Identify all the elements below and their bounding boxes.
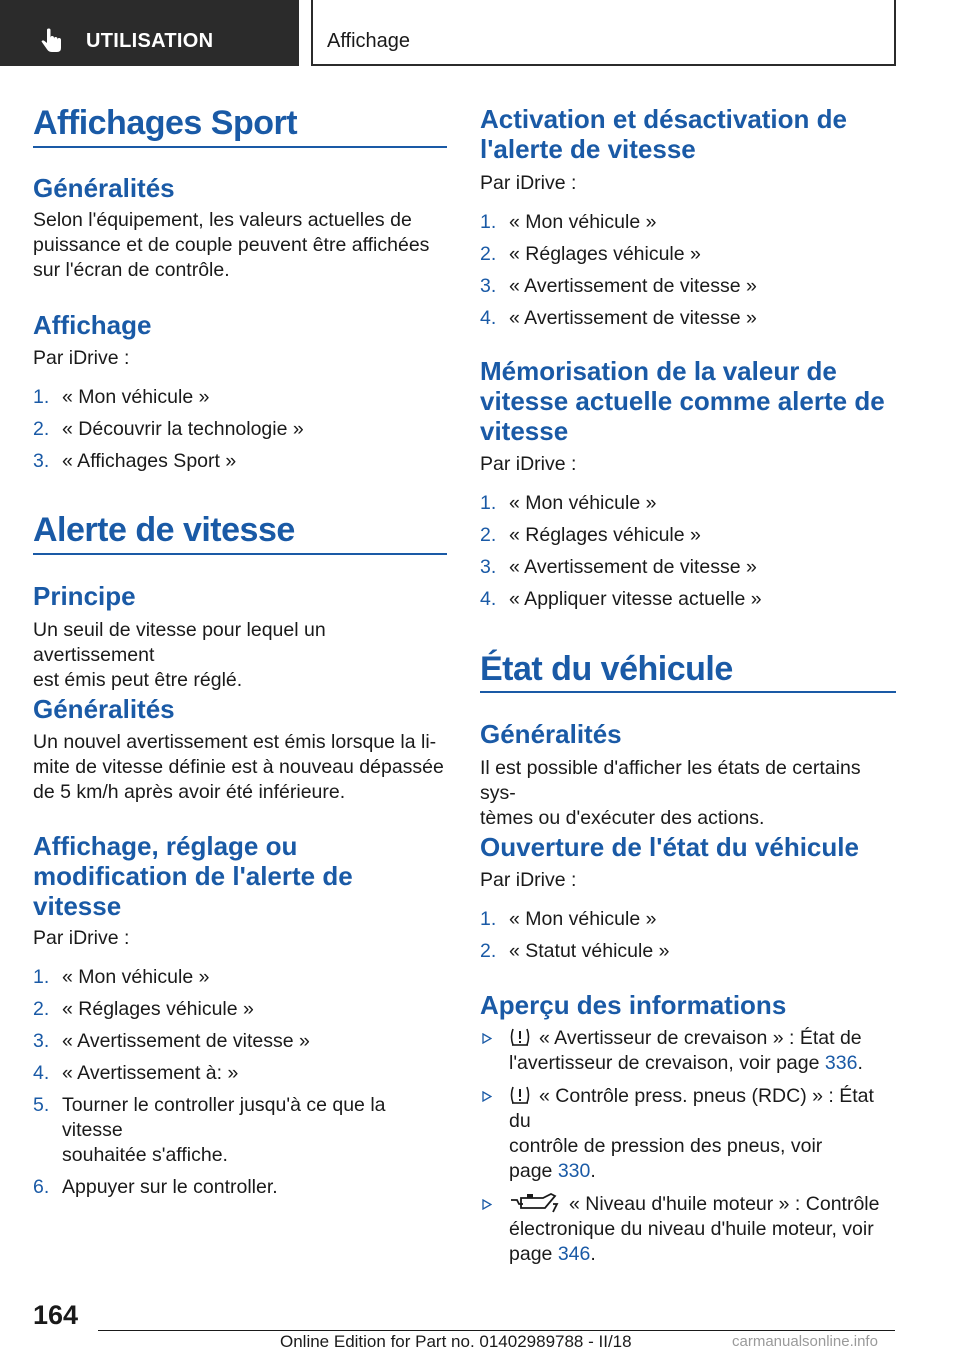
heading-line: Affichage, réglage ou: [33, 831, 298, 861]
watermark: carmanualsonline.info: [732, 1333, 878, 1350]
bullet-triangle-icon: [482, 1091, 492, 1102]
heading-line: l'alerte de vitesse: [480, 134, 696, 164]
list-item: 5. Tourner le controller jusqu'à ce que la vitesse souhaitée s'affiche.: [33, 1094, 386, 1166]
section-label: UTILISATION: [86, 30, 214, 52]
ouverture-steps: [480, 907, 896, 971]
heading-affichages-sport: Affichages Sport: [33, 104, 298, 142]
reglage-steps: [33, 965, 447, 1207]
affichage-steps: [33, 385, 447, 481]
page-link-346[interactable]: 346: [557, 1243, 591, 1265]
page-number: 164: [33, 1300, 79, 1330]
text-line: sur l'écran de contrôle.: [33, 259, 230, 281]
page-link-330[interactable]: 330: [557, 1160, 591, 1182]
heading-apercu: Aperçu des informations: [480, 990, 787, 1020]
heading-line: vitesse: [480, 416, 569, 446]
list-item: 1. « Mon véhicule »: [33, 966, 210, 988]
heading-rule: [33, 553, 447, 555]
idrive-intro: Par iDrive :: [480, 172, 577, 194]
heading-line: Activation et désactivation de: [480, 104, 847, 134]
heading-generalites: Généralités: [480, 719, 622, 749]
chapter-tab: [311, 0, 896, 66]
list-item: 4. « Avertissement de vitesse »: [480, 307, 757, 329]
heading-line: modification de l'alerte de: [33, 861, 353, 891]
heading-reglage: [33, 831, 353, 921]
list-item: 1. « Mon véhicule »: [480, 492, 657, 514]
list-item: 6. Appuyer sur le controller.: [33, 1176, 278, 1198]
footer-rule: [98, 1330, 895, 1331]
page-link-336[interactable]: 336: [824, 1052, 858, 1074]
text-line: Selon l'équipement, les valeurs actuelles de: [33, 209, 412, 231]
list-item: 4. « Appliquer vitesse actuelle »: [480, 588, 762, 610]
heading-line: vitesse: [33, 891, 122, 921]
paragraph-generalites: [33, 208, 429, 283]
list-item: 3. « Avertissement de vitesse »: [480, 275, 757, 297]
list-item: 1. « Mon véhicule »: [480, 211, 657, 233]
memo-steps: [480, 491, 896, 619]
idrive-intro: Par iDrive :: [480, 453, 577, 475]
hand-pointer-icon: [38, 28, 66, 56]
text-line: puissance et de couple peuvent être affichées: [33, 234, 430, 256]
list-item: 4. « Avertissement à: »: [33, 1062, 239, 1084]
heading-line: Mémorisation de la valeur de: [480, 356, 837, 386]
bullet-triangle-icon: [482, 1199, 492, 1210]
list-item: 1. « Mon véhicule »: [33, 386, 210, 408]
heading-rule: [33, 146, 447, 148]
idrive-intro: Par iDrive :: [33, 347, 130, 369]
paragraph-generalites-alerte: [33, 730, 444, 805]
list-item: 3. « Avertissement de vitesse »: [480, 556, 757, 578]
heading-affichage: Affichage: [33, 310, 152, 340]
section-tab: [0, 0, 299, 66]
list-item: « Contrôle press. pneus (RDC) » : État du contrôle de pression des pneus, voir page 330.: [480, 1084, 896, 1184]
list-item: 2. « Statut véhicule »: [480, 940, 670, 962]
text-line: Un nouvel avertissement est émis lorsque la li-: [33, 731, 437, 753]
heading-principe: Principe: [33, 581, 136, 611]
text-line: Un seuil de vitesse pour lequel un avertissement: [33, 619, 326, 666]
page-header: [0, 0, 960, 66]
heading-ouverture: Ouverture de l'état du véhicule: [480, 832, 859, 862]
list-item: « Avertisseur de crevaison » : État de l'avertisseur de crevaison, voir page 336.: [480, 1026, 896, 1076]
text-line: Il est possible d'afficher les états de certains sys-: [480, 757, 861, 804]
list-item: 1. « Mon véhicule »: [480, 908, 657, 930]
info-list: [480, 1026, 896, 1267]
text-line: est émis peut être réglé.: [33, 669, 243, 691]
chapter-label: Affichage: [327, 30, 411, 52]
text-line: mite de vitesse définie est à nouveau dépassée: [33, 756, 444, 778]
list-item: « Niveau d'huile moteur » : Contrôle électronique du niveau d'huile moteur, voir page 346.: [480, 1192, 896, 1267]
idrive-intro: Par iDrive :: [33, 927, 130, 949]
heading-generalites: Généralités: [33, 694, 175, 724]
oil-can-icon: [509, 1192, 561, 1214]
text-line: de 5 km/h après avoir été inférieure.: [33, 781, 346, 803]
heading-rule: [480, 691, 896, 693]
edition-note: Online Edition for Part no. 01402989788 - II/18: [280, 1332, 632, 1351]
heading-generalites: Généralités: [33, 173, 175, 203]
tire-warning-icon: [509, 1027, 531, 1047]
text-line: tèmes ou d'exécuter des actions.: [480, 807, 765, 829]
heading-etat-vehicule: État du véhicule: [480, 650, 733, 688]
list-item: 2. « Réglages véhicule »: [480, 524, 701, 546]
heading-alerte-vitesse: Alerte de vitesse: [33, 511, 295, 549]
activation-steps: [480, 210, 896, 338]
bullet-triangle-icon: [482, 1033, 492, 1044]
list-item: 2. « Découvrir la technologie »: [33, 418, 304, 440]
paragraph-generalites-etat: [480, 756, 896, 831]
list-item: 2. « Réglages véhicule »: [480, 243, 701, 265]
list-item: 3. « Avertissement de vitesse »: [33, 1030, 310, 1052]
list-item: 2. « Réglages véhicule »: [33, 998, 254, 1020]
heading-line: vitesse actuelle comme alerte de: [480, 386, 885, 416]
paragraph-principe: [33, 618, 447, 693]
list-item: 3. « Affichages Sport »: [33, 450, 237, 472]
heading-activation: [480, 104, 847, 164]
tire-pressure-icon: [509, 1085, 531, 1105]
heading-memorisation: [480, 356, 885, 446]
idrive-intro: Par iDrive :: [480, 869, 577, 891]
